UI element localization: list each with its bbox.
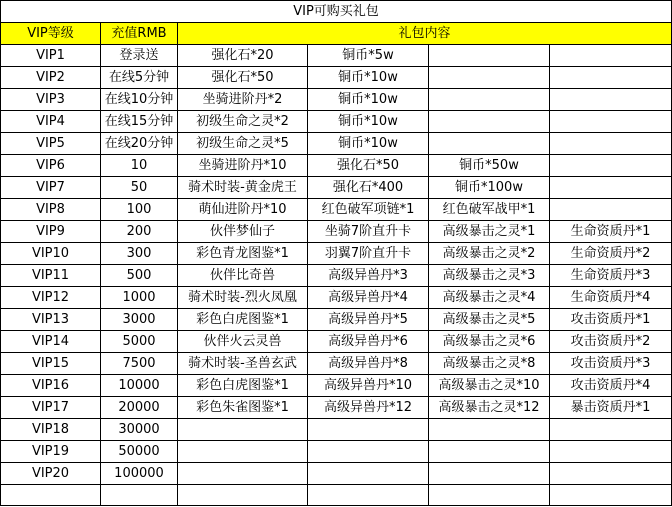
gift-item-cell: 坐骑进阶丹*10 [178,155,308,177]
gift-item-cell [308,463,429,485]
table-row [1,67,672,89]
gift-item-cell: 伙伴梦仙子 [178,221,308,243]
gift-item-cell: 攻击资质丹*3 [550,353,672,375]
gift-item-cell [178,463,308,485]
gift-item-cell: 铜币*10w [308,67,429,89]
vip-level-cell: VIP7 [1,177,101,199]
gift-item-cell [308,441,429,463]
vip-level-cell: VIP20 [1,463,101,485]
vip-level-cell: VIP4 [1,111,101,133]
gift-item-cell: 萌仙进阶丹*10 [178,199,308,221]
gift-item-cell: 高级异兽丹*3 [308,265,429,287]
recharge-cell: 20000 [101,397,178,419]
gift-item-cell [550,155,672,177]
table-row [1,111,672,133]
recharge-cell: 30000 [101,419,178,441]
gift-item-cell: 高级暴击之灵*4 [429,287,550,309]
gift-item-cell: 铜币*50w [429,155,550,177]
title-row [1,1,672,23]
gift-item-cell [429,133,550,155]
recharge-cell: 7500 [101,353,178,375]
gift-item-cell: 高级异兽丹*10 [308,375,429,397]
recharge-cell: 50 [101,177,178,199]
gift-item-cell: 坐骑7阶直升卡 [308,221,429,243]
recharge-cell: 在线15分钟 [101,111,178,133]
gift-item-cell: 铜币*10w [308,89,429,111]
gift-item-cell: 坐骑进阶丹*2 [178,89,308,111]
vip-level-cell: VIP16 [1,375,101,397]
gift-item-cell: 高级异兽丹*8 [308,353,429,375]
gift-item-cell: 羽翼7阶直升卡 [308,243,429,265]
gift-item-cell: 强化石*400 [308,177,429,199]
recharge-cell: 在线20分钟 [101,133,178,155]
recharge-cell: 10000 [101,375,178,397]
gift-item-cell [429,111,550,133]
gift-item-cell: 高级暴击之灵*5 [429,309,550,331]
recharge-cell: 500 [101,265,178,287]
gift-item-cell: 高级暴击之灵*8 [429,353,550,375]
gift-item-cell [550,67,672,89]
gift-item-cell [550,441,672,463]
gift-item-cell: 强化石*50 [308,155,429,177]
vip-level-cell: VIP18 [1,419,101,441]
gift-item-cell [429,463,550,485]
gift-item-cell: 高级暴击之灵*12 [429,397,550,419]
vip-level-cell: VIP17 [1,397,101,419]
table-row [1,287,672,309]
vip-level-cell: VIP2 [1,67,101,89]
table-row [1,199,672,221]
gift-item-cell: 生命资质丹*2 [550,243,672,265]
table-row [1,133,672,155]
gift-item-cell: 彩色朱雀图鉴*1 [178,397,308,419]
gift-item-cell: 高级暴击之灵*6 [429,331,550,353]
table-row [1,463,672,485]
vip-level-cell [1,485,101,506]
table-row [1,265,672,287]
gift-item-cell [178,485,308,506]
table-row [1,221,672,243]
gift-item-cell: 攻击资质丹*1 [550,309,672,331]
gift-item-cell [429,441,550,463]
header-recharge: 充值RMB [101,23,178,45]
gift-item-cell: 高级异兽丹*4 [308,287,429,309]
gift-item-cell: 初级生命之灵*5 [178,133,308,155]
gift-item-cell [429,485,550,506]
gift-item-cell: 生命资质丹*1 [550,221,672,243]
gift-item-cell: 铜币*5w [308,45,429,67]
vip-level-cell: VIP5 [1,133,101,155]
gift-item-cell [429,419,550,441]
gift-item-cell [178,441,308,463]
gift-item-cell: 高级暴击之灵*3 [429,265,550,287]
table-row [1,353,672,375]
table-row [1,375,672,397]
gift-item-cell: 暴击资质丹*1 [550,397,672,419]
gift-item-cell: 生命资质丹*4 [550,287,672,309]
vip-level-cell: VIP11 [1,265,101,287]
table-row [1,397,672,419]
gift-item-cell: 伙伴火云灵兽 [178,331,308,353]
gift-item-cell [308,485,429,506]
gift-item-cell: 骑术时装-黄金虎王 [178,177,308,199]
gift-item-cell: 攻击资质丹*4 [550,375,672,397]
vip-level-cell: VIP1 [1,45,101,67]
gift-item-cell [550,111,672,133]
gift-item-cell [550,485,672,506]
recharge-cell: 300 [101,243,178,265]
recharge-cell: 10 [101,155,178,177]
recharge-cell: 5000 [101,331,178,353]
gift-item-cell: 铜币*100w [429,177,550,199]
vip-level-cell: VIP14 [1,331,101,353]
table-row [1,309,672,331]
vip-level-cell: VIP3 [1,89,101,111]
gift-item-cell: 红色破军项链*1 [308,199,429,221]
gift-item-cell: 彩色白虎图鉴*1 [178,309,308,331]
table-row [1,243,672,265]
gift-item-cell: 生命资质丹*3 [550,265,672,287]
gift-item-cell [550,419,672,441]
recharge-cell: 在线10分钟 [101,89,178,111]
gift-item-cell [178,419,308,441]
gift-item-cell [550,89,672,111]
vip-level-cell: VIP6 [1,155,101,177]
vip-level-cell: VIP9 [1,221,101,243]
vip-level-cell: VIP8 [1,199,101,221]
vip-level-cell: VIP19 [1,441,101,463]
gift-item-cell: 高级异兽丹*5 [308,309,429,331]
recharge-cell: 200 [101,221,178,243]
recharge-cell: 在线5分钟 [101,67,178,89]
vip-level-cell: VIP13 [1,309,101,331]
recharge-cell: 3000 [101,309,178,331]
table-row [1,441,672,463]
gift-item-cell [429,45,550,67]
table-body [1,1,672,506]
table-row [1,155,672,177]
gift-item-cell: 彩色青龙图鉴*1 [178,243,308,265]
table-row [1,331,672,353]
gift-item-cell: 高级暴击之灵*1 [429,221,550,243]
recharge-cell: 登录送 [101,45,178,67]
gift-item-cell [550,177,672,199]
recharge-cell: 100 [101,199,178,221]
gift-item-cell: 伙伴比奇兽 [178,265,308,287]
gift-item-cell [308,419,429,441]
vip-level-cell: VIP15 [1,353,101,375]
gift-item-cell [550,45,672,67]
vip-level-cell: VIP12 [1,287,101,309]
gift-item-cell: 强化石*50 [178,67,308,89]
gift-item-cell: 高级暴击之灵*2 [429,243,550,265]
recharge-cell [101,485,178,506]
table-row [1,419,672,441]
gift-item-cell: 铜币*10w [308,133,429,155]
gift-item-cell [429,67,550,89]
table-row [1,45,672,67]
gift-item-cell [550,463,672,485]
header-vip-level: VIP等级 [1,23,101,45]
gift-item-cell [550,133,672,155]
gift-item-cell: 骑术时装-烈火凤凰 [178,287,308,309]
gift-item-cell: 攻击资质丹*2 [550,331,672,353]
recharge-cell: 1000 [101,287,178,309]
gift-item-cell: 铜币*10w [308,111,429,133]
gift-item-cell [550,199,672,221]
gift-item-cell: 初级生命之灵*2 [178,111,308,133]
gift-item-cell: 彩色白虎图鉴*1 [178,375,308,397]
header-gift-content: 礼包内容 [178,23,672,45]
header-row [1,23,672,45]
table-row [1,485,672,506]
table-row [1,177,672,199]
gift-item-cell: 强化石*20 [178,45,308,67]
gift-item-cell: 红色破军战甲*1 [429,199,550,221]
recharge-cell: 50000 [101,441,178,463]
gift-item-cell: 高级暴击之灵*10 [429,375,550,397]
gift-item-cell: 骑术时装-圣兽玄武 [178,353,308,375]
vip-level-cell: VIP10 [1,243,101,265]
table-row [1,89,672,111]
recharge-cell: 100000 [101,463,178,485]
gift-item-cell [429,89,550,111]
gift-item-cell: 高级异兽丹*6 [308,331,429,353]
gift-item-cell: 高级异兽丹*12 [308,397,429,419]
table-title: VIP可购买礼包 [1,1,672,23]
